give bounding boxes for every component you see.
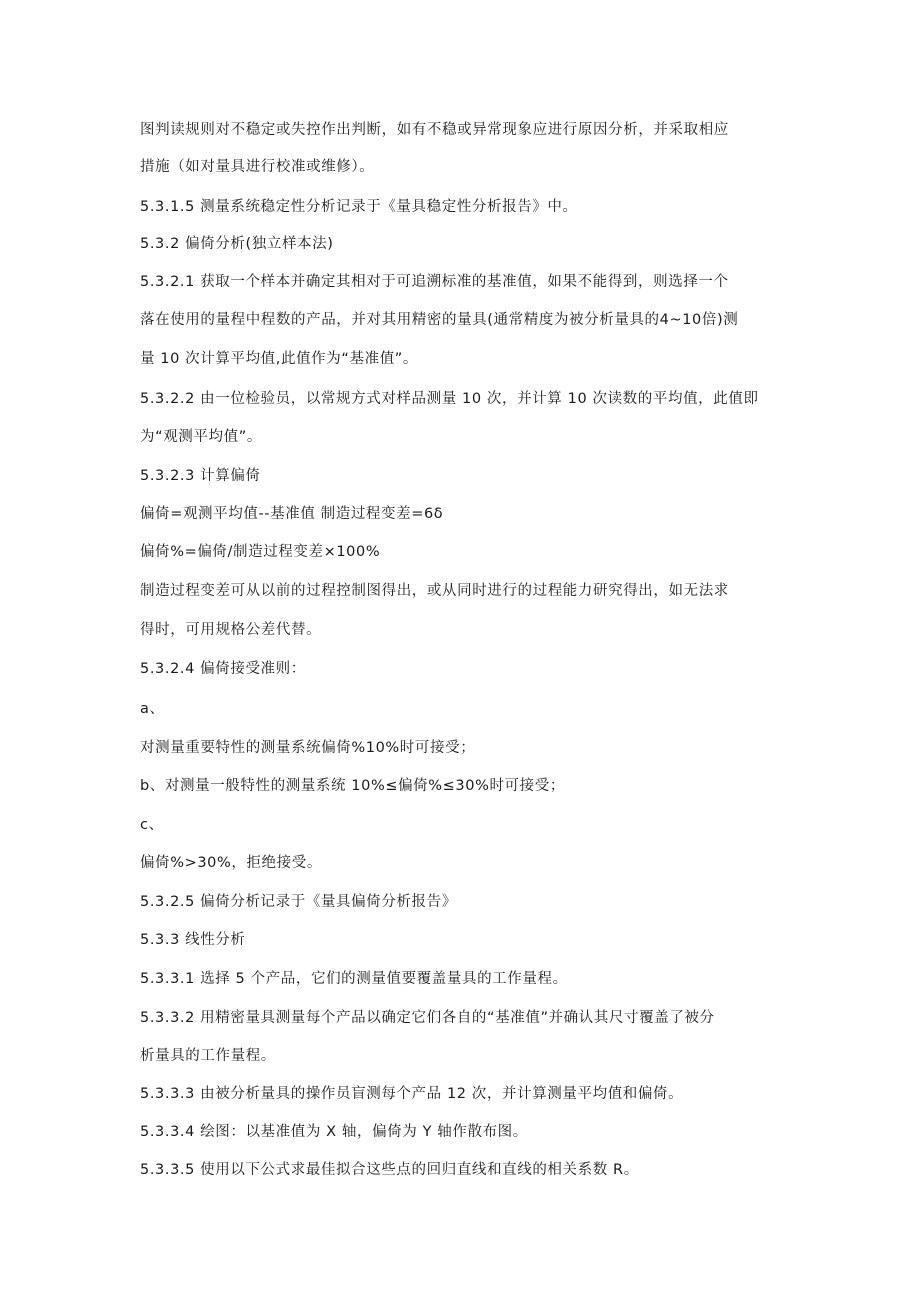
text-line: c、 <box>140 817 164 833</box>
text-line: 5.3.1.5 测量系统稳定性分析记录于《量具稳定性分析报告》中。 <box>140 199 578 215</box>
text-line: 5.3.3.3 由被分析量具的操作员盲测每个产品 12 次，并计算测量平均值和偏倚。 <box>140 1086 684 1102</box>
text-line: 图判读规则对不稳定或失控作出判断，如有不稳或异常现象应进行原因分析，并采取相应 <box>140 122 729 138</box>
text-line: 偏倚%=偏倚/制造过程变差×100% <box>140 544 381 560</box>
text-line: 5.3.2.1 获取一个样本并确定其相对于可追溯标准的基准值，如果不能得到，则选择一个 <box>140 274 729 290</box>
text-line: 偏倚=观测平均值--基准值 制造过程变差=6δ <box>140 506 444 522</box>
text-line: 5.3.3.1 选择 5 个产品，它们的测量值要覆盖量具的工作量程。 <box>140 971 568 987</box>
text-line: 制造过程变差可从以前的过程控制图得出，或从同时进行的过程能力研究得出，如无法求 <box>140 583 729 599</box>
text-line: 5.3.2 偏倚分析(独立样本法) <box>140 236 334 252</box>
text-line: 5.3.2.2 由一位检验员，以常规方式对样品测量 10 次，并计算 10 次读数的平均值，此值即 <box>140 391 759 407</box>
text-line: 为“观测平均值”。 <box>140 429 262 445</box>
text-line: 5.3.3.4 绘图：以基准值为 X 轴，偏倚为 Y 轴作散布图。 <box>140 1124 528 1140</box>
text-line: 偏倚%>30%，拒绝接受。 <box>140 855 322 871</box>
text-line: b、对测量一般特性的测量系统 10%≤偏倚%≤30%时可接受； <box>140 778 565 794</box>
text-line: 措施（如对量具进行校准或维修）。 <box>140 159 375 175</box>
text-line: 量 10 次计算平均值,此值作为“基准值”。 <box>140 351 419 367</box>
text-line: a、 <box>140 701 165 717</box>
text-line: 5.3.2.5 偏倚分析记录于《量具偏倚分析报告》 <box>140 894 457 910</box>
text-line: 5.3.3 线性分析 <box>140 932 246 948</box>
text-line: 5.3.3.2 用精密量具测量每个产品以确定它们各自的“基准值”并确认其尺寸覆盖了被分 <box>140 1010 715 1026</box>
text-line: 对测量重要特性的测量系统偏倚%10%时可接受； <box>140 740 476 756</box>
text-line: 5.3.3.5 使用以下公式求最佳拟合这些点的回归直线和直线的相关系数 R。 <box>140 1162 639 1178</box>
text-line: 5.3.2.4 偏倚接受准则： <box>140 661 306 677</box>
text-line: 落在使用的量程中程数的产品，并对其用精密的量具(通常精度为被分析量具的4~10倍)测 <box>140 312 739 328</box>
text-line: 得时，可用规格公差代替。 <box>140 622 322 638</box>
text-line: 析量具的工作量程。 <box>140 1048 276 1064</box>
text-line: 5.3.2.3 计算偏倚 <box>140 468 261 484</box>
